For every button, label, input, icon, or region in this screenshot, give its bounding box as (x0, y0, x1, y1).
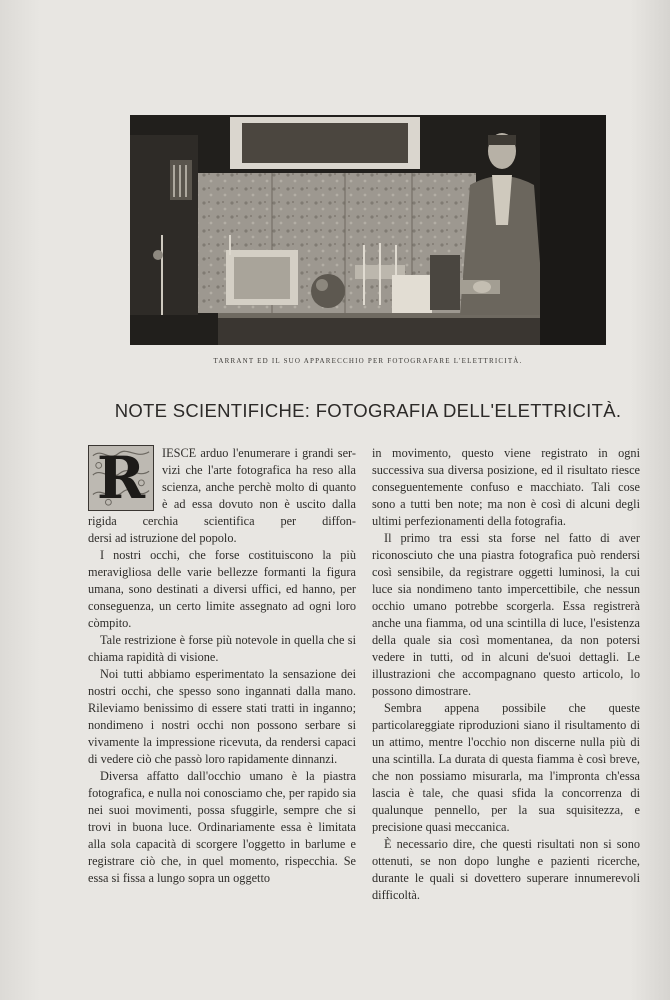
paragraph: Noi tutti abbiamo esperimentato la sensazione dei nostri occhi, che spesso sono ingannati dalla mano. Rileviamo benissimo di essere stati tratti in inganno; nondimeno i nostri occhi non possono serbare si vivamente la impressione ricevuta, da rendersi capaci di vedere ciò che passò loro rapidamente dinnanzi. (88, 667, 356, 766)
paragraph: Il primo tra essi sta forse nel fatto di aver riconosciuto che una piastra fotografica può rendersi così sensibile, da registrare oggetti luminosi, la cui luce sia nondimeno tanto impercettibile, che nessun occhio umano potrebbe scorgerla. Essa registrerà anche una fiamma, od una scintilla di luce, l'esistenza della quale sia così momentanea, da non potersi vedere in tutti, od in alcuni de'suoi dettagli. Le illustrazioni che accompagnano questo articolo, lo possono dimostrare. (372, 531, 640, 698)
paragraph: Tale restrizione è forse più notevole in quella che si chiama rapidità di visione. (88, 633, 356, 664)
paragraph-line: IESCE arduo l'enumerare i grandi ser- (162, 446, 356, 460)
paragraph: I nostri occhi, che forse costituiscono la più meravigliosa delle varie bellezze formanti la figura umana, sono destinati a diversi uffici, ed hanno, per conseguenza, un certo limite assegnato ad ogni loro còmpito. (88, 548, 356, 630)
paragraph: È necessario dire, che questi risultati non si sono ottenuti, se non dopo lunghe e pazienti ricerche, durante le quali si dovettero superare innumerevoli difficoltà. (372, 837, 640, 902)
paragraph-line: rigida cerchia scientifica per diffon- (88, 514, 356, 528)
paragraph: Sembra appena possibile che queste particolareggiate riproduzioni siano il risultamento di un attimo, mentre l'occhio non discerne nulla più di una scintilla. La durata di questa fiamma è così breve, che non possiamo misurarla, ma l'impronta ch'essa lascia è tale, che quasi sfida la concorrenza di qualunque pennello, per la sua squisitezza, e precisione quasi meccanica. (372, 701, 640, 834)
dropcap-letter: R (96, 445, 146, 511)
paragraph: dersi ad istruzione del popolo. (88, 531, 237, 545)
article-title: NOTE SCIENTIFICHE: FOTOGRAFIA DELL'ELETTRICITÀ. (114, 400, 622, 421)
paragraph-line: scienza, anche perchè molto di quanto (162, 480, 356, 494)
ornate-dropcap (88, 445, 154, 511)
laboratory-photo (130, 115, 606, 345)
photo-caption: TARRANT ED IL SUO APPARECCHIO PER FOTOGRAFARE L'ELETTRICITÀ. (213, 357, 523, 365)
paragraph-line: è ad essa dovuto non è uscito dalla (162, 497, 356, 511)
photograph-tarrant-apparatus (130, 115, 606, 345)
right-column (372, 445, 640, 904)
paragraph-line: vizi che l'arte fotografica ha reso alla (162, 463, 356, 477)
paragraph: Diversa affatto dall'occhio umano è la piastra fotografica, e nulla noi conosciamo che, per rapido sia nei suoi movimenti, possa sfuggirle, sempre che si trovi in buona luce. Ordinariamente essa è limitata alla sola capacità di scorgere l'oggetto in barlume e registrare ciò che, in quel momento, rispecchia. Se essa si fissa a lungo sopra un oggetto (88, 769, 356, 885)
left-column (88, 445, 356, 887)
paragraph: in movimento, questo viene registrato in ogni successiva sua diversa posizione, ed il risultato riesce conseguentemente confuso e macchiato. Tali cose sono a tutti ben note; ma non è così di alcuni degli ultimi perfezionamenti della fotografia. (372, 446, 640, 528)
